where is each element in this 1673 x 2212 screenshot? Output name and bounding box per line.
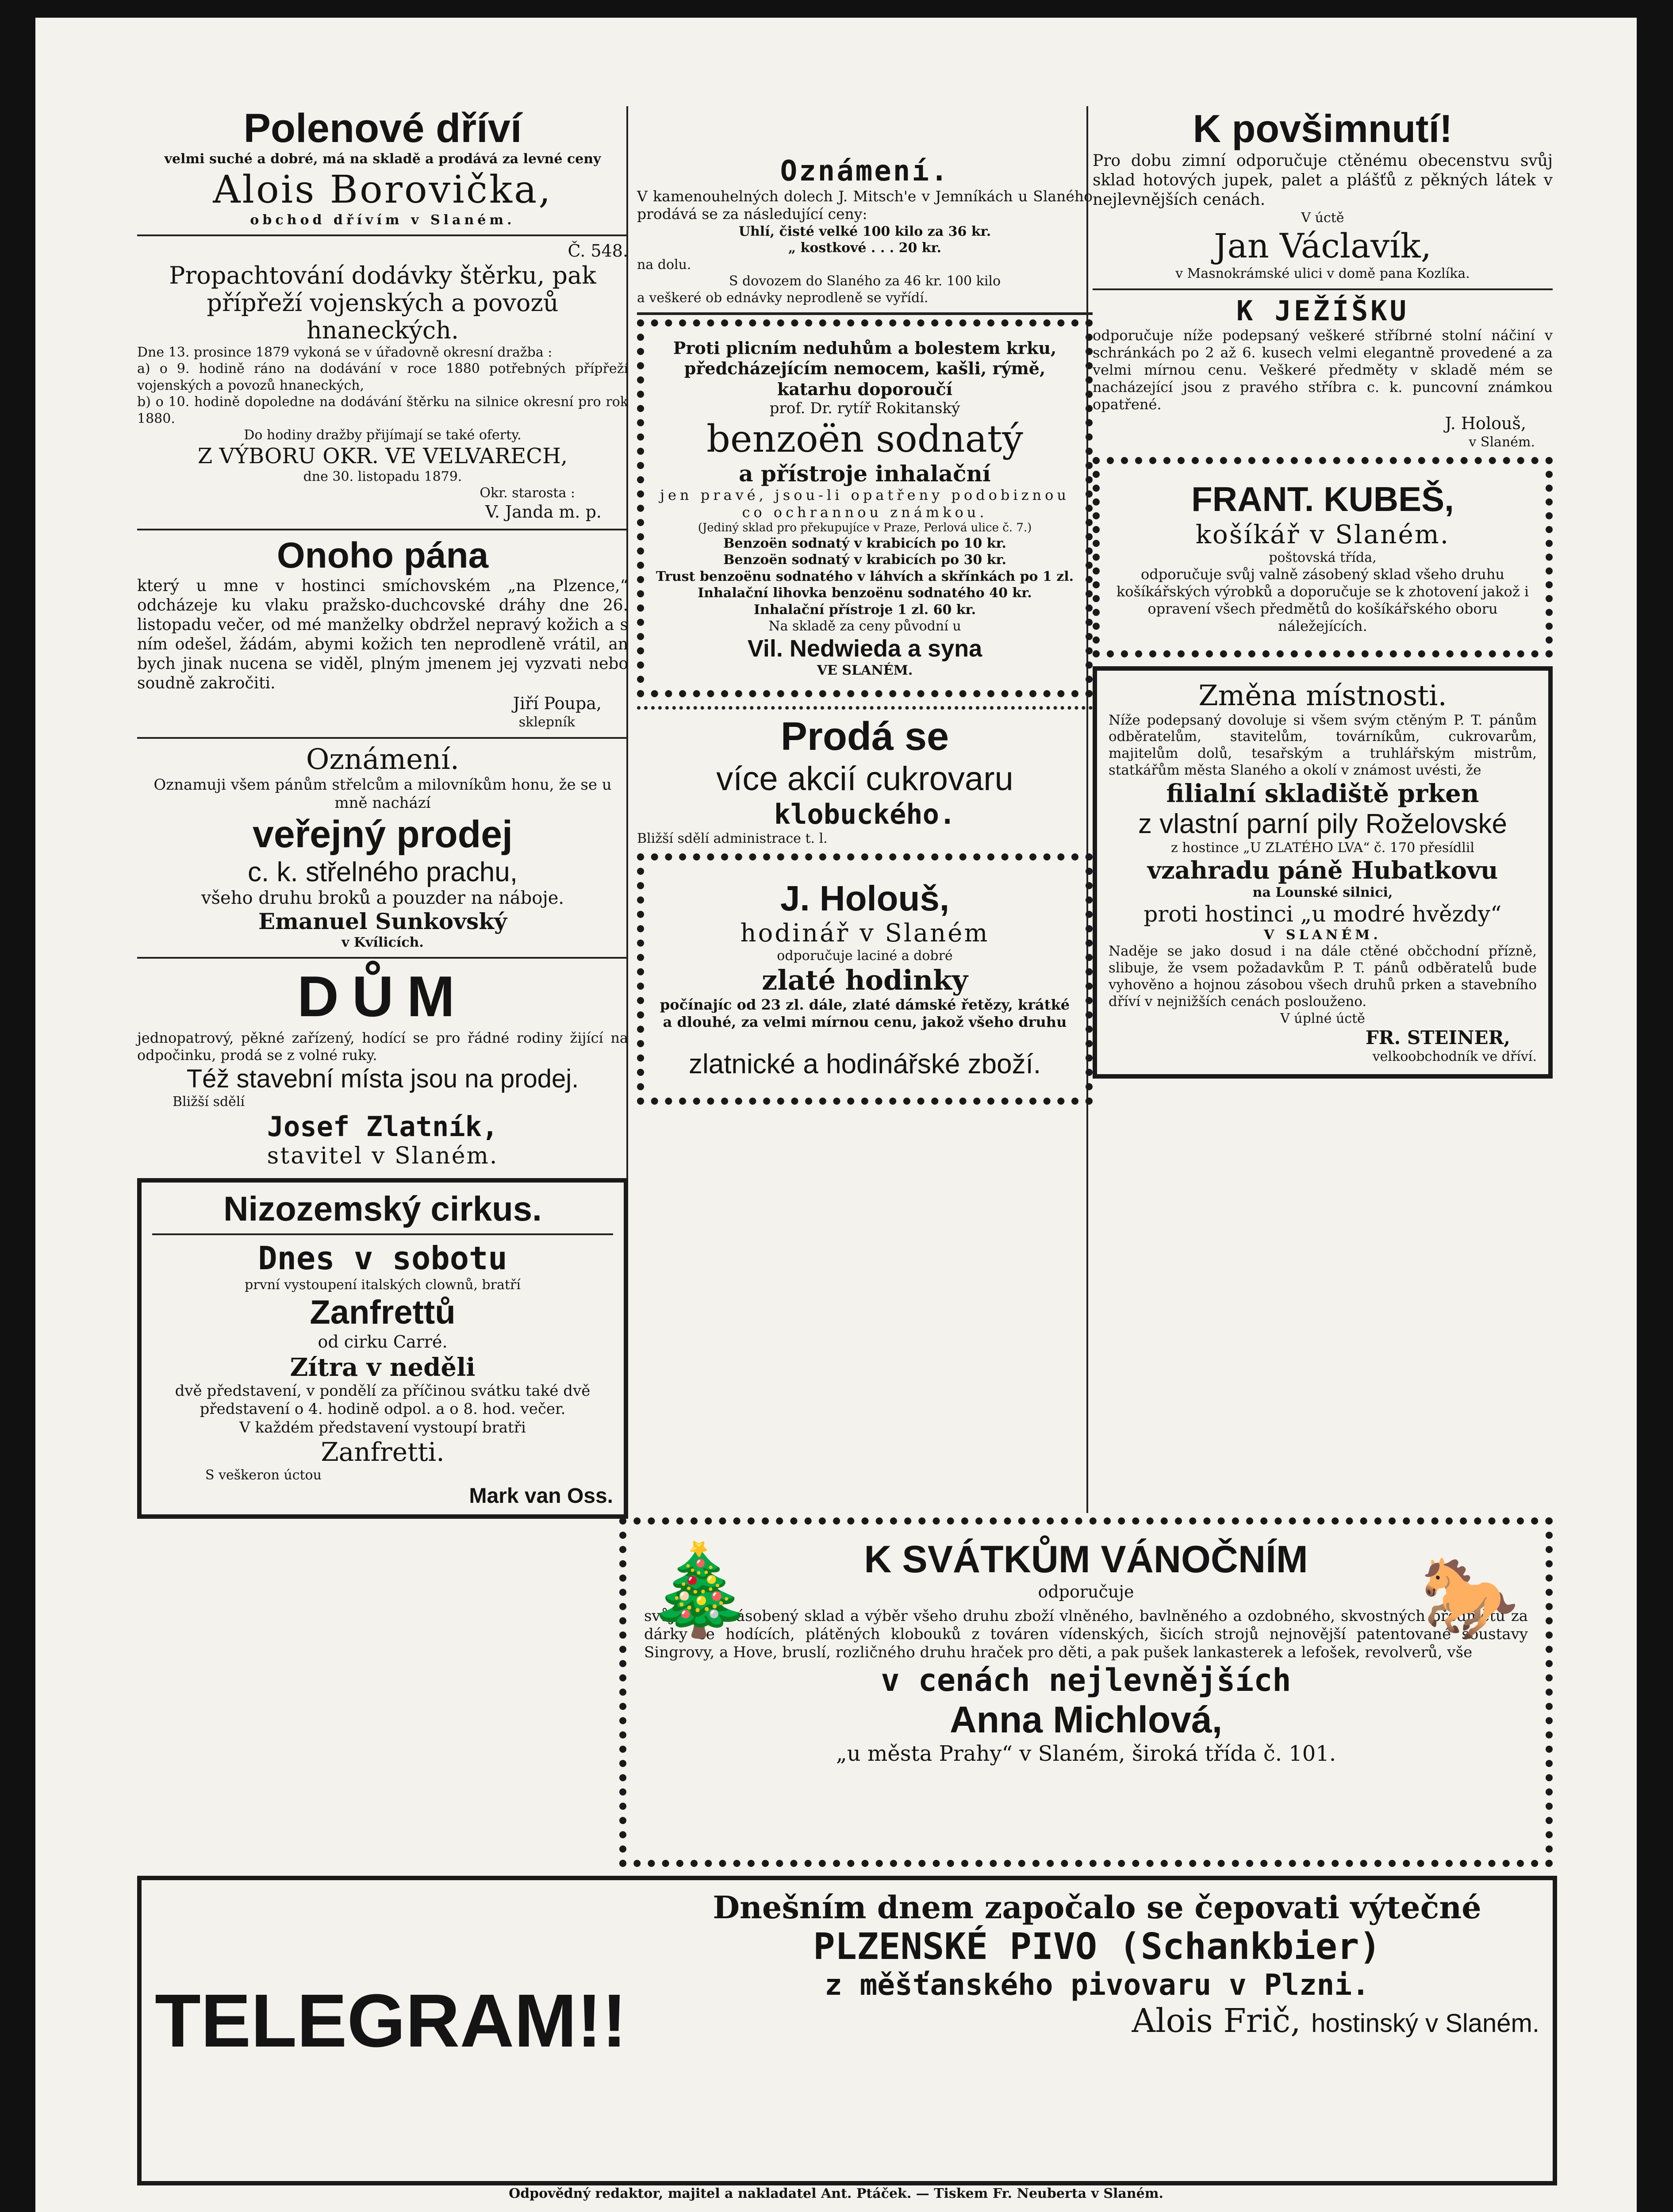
column-right <box>1088 106 1557 1079</box>
ad-telegram <box>137 1876 1557 2185</box>
price-row-2: „ kostkové . . . 20 kr. <box>788 240 942 256</box>
ad-title: Oznámení. <box>306 743 460 776</box>
ad-povsimnuti <box>1093 106 1553 282</box>
ad-intro: Proti plicním neduhům a bolestem krku, předcházejícím nemocem, kašli, rýmě, katarhu doporoučí <box>673 338 1057 399</box>
ad-text: Pro dobu zimní odporučuje ctěnému obecenstvu svůj sklad hotových jupek, palet a plášťů z pěkných látek v nejlevnějších cenách. <box>1093 152 1553 209</box>
ad-role: košíkář v Slaném. <box>1195 519 1450 549</box>
ad-genuine: jen pravé, jsou-li opatřeny podobiznou co ochrannou známkou. <box>660 487 1070 521</box>
ad-title: K SVÁTKŮM VÁNOČNÍM <box>864 1538 1308 1581</box>
ad-text: odporučuje laciné a dobré <box>777 948 953 964</box>
ad-name: FRANT. KUBEŠ, <box>1191 479 1454 518</box>
ad-text: jednopatrový, pěkné zařízený, hodící se pro řádné rodiny žijící na odpočinku, prodá se z volné ruky. <box>137 1029 628 1064</box>
ad-text: velmi suché a dobré, má na skladě a prodává za levné ceny <box>164 151 601 167</box>
ad-date: dne 30. listopadu 1879. <box>303 469 462 484</box>
rocking-horse-icon: 🐎 <box>1420 1551 1519 1644</box>
ad-place: v Masnokrámské ulici v domě pana Kozlíka. <box>1175 266 1470 282</box>
column-middle <box>628 106 1101 1105</box>
ad-title: Polenové dříví <box>243 106 522 151</box>
ad-street: na Lounské silnici, <box>1252 885 1393 901</box>
price-row-3: na dolu. <box>637 257 691 273</box>
ad-street: poštovská třída, <box>1269 549 1377 565</box>
ad-title: K povšimnutí! <box>1193 107 1453 150</box>
ad-text-2: Naděje se jako dosud i na dále ctěné občchodní přízně, slibuje, že vsem požadavkům P. T. pánů odběratelů bude vyhověno a hojnou zásobou všech druhů prken a stavebního dříví v nejnižších cenách poslouženo. <box>1109 943 1537 1010</box>
ad-respect: S veškeron úctou <box>205 1467 322 1483</box>
ad-footer: zlatnické a hodinářské zboží. <box>688 1049 1041 1080</box>
ad-line-2: od cirku Carré. <box>318 1332 448 1352</box>
ad-text: dvě představení, v pondělí za příčinou svátku také dvě představení o 4. hodině odpol. a o 8. hod. večer. <box>175 1382 591 1418</box>
ad-name: Alois Frič, <box>1132 2002 1301 2040</box>
ad-text: který u mne v hostinci smíchovském „na Plzence,“ odcházeje ku vlaku pražsko-duchcovské dráhy dne 26. listopadu večer, od mé manželky obdržel nepravý kožich a s ním odešel, žádám, abymi kožich ten neprodleně vrátil, an bych jinak nucena se viděl, plným jmenem jej vyzvati nebo soudně zakročiti. <box>137 577 628 692</box>
ad-line: první vystoupení italských clownů, bratří <box>245 1277 521 1293</box>
ad-text: odporučuje níže podepsaný veškeré stříbrné stolní náčiní v schránkách po 2 až 6. kusech velmi elegantně provedené a za velmi mírnou cenu. Veškeré předměty v skladě mém se nacházející jsou z pravého stříbra c. k. puncovní známkou opatřené. <box>1093 326 1553 413</box>
divider <box>137 234 628 236</box>
ad-place: v Kvílicích. <box>342 934 424 950</box>
ad-signature: Vil. Nedwieda a syna <box>747 635 982 662</box>
ad-text: svůj hojně zásobený sklad a výběr všeho druhu zboží vlněného, bavlněného a ozdobného, skvostných předmětů za dárky se hodících, plátěných klobouků z továren vídenských, šicích strojů nejnovější patentované soustavy Singrovy, a Hove, bruslí, rozličného druhu hraček pro děti, a pak pušek lankasterek a lefošek, revolverů, vše <box>644 1607 1528 1662</box>
ad-headline: v cenách nejlevnějších <box>881 1662 1291 1698</box>
ad-title: Nizozemský cirkus. <box>223 1189 542 1228</box>
ad-vanoce <box>619 1517 1553 1867</box>
ad-respect: V úplné úctě <box>1280 1010 1365 1026</box>
ad-poleno <box>137 106 628 228</box>
ad-dum <box>137 963 628 1169</box>
ad-role: velkoobchodník ve dříví. <box>1372 1049 1537 1064</box>
ad-name: klobuckého. <box>774 798 956 831</box>
ad-respect: V úctě <box>1301 210 1344 226</box>
ad-text: Dne 13. prosince 1879 vykoná se v úřadovně okresní dražba : <box>137 344 553 360</box>
newspaper-page <box>35 18 1637 2212</box>
column-left <box>137 106 628 1519</box>
ad-title: Propachtování dodávky štěrku, pak přípřeží vojenských a povozů hnaneckých. <box>169 261 596 344</box>
price-row-1: Uhlí, čisté velké 100 kilo za 36 kr. <box>738 223 991 239</box>
ad-info: Bližší sdělí administrace t. l. <box>637 831 828 847</box>
price-3: Trust benzoënu sodnatého v láhvích a skřínkách po 1 zl. <box>656 568 1074 584</box>
ad-oznameni <box>137 743 628 951</box>
ad-role: Okr. starosta : <box>480 485 575 501</box>
ad-note: Do hodiny dražby přijímají se také oferty. <box>244 427 522 443</box>
price-2: Benzoën sodnatý v krabicích po 30 kr. <box>723 552 1006 568</box>
ad-name: Jan Václavík, <box>1214 226 1431 266</box>
ad-sub: a přístroje inhalační <box>739 461 991 487</box>
ad-line-1: Dnešním dnem započalo se čepovati výtečné <box>713 1889 1481 1926</box>
ad-line-2: PLZENSKÉ PIVO (Schankbier) <box>813 1926 1381 1968</box>
ad-name: J. Holouš, <box>780 878 950 918</box>
ad-name: Anna Michlová, <box>949 1698 1223 1740</box>
ad-proda <box>637 714 1093 847</box>
ad-subline: c. k. střelného prachu, <box>248 856 518 887</box>
ad-saw: z vlastní parní pily Roželovské <box>1138 808 1507 839</box>
divider <box>137 529 628 530</box>
ad-name: Zanfretti. <box>321 1437 445 1467</box>
ad-role: hostinský v Slaném. <box>1311 2009 1539 2038</box>
ad-item-b: b) o 10. hodině dopoledne na dodávání štěrku na silnice okresní pro rok 1880. <box>137 394 628 426</box>
ad-tomorrow: Zítra v neděli <box>290 1352 476 1382</box>
ad-text: Oznamuji všem pánům střelcům a milovníkům honu, že se u mně nachází <box>153 776 612 812</box>
ad-place: VE SLANÉM. <box>817 662 913 678</box>
ad-signature: J. Holouš, <box>1445 413 1526 433</box>
ad-kubes <box>1093 457 1553 657</box>
price-row-4: S dovozem do Slaného za 46 kr. 100 kilo <box>729 273 1001 289</box>
ad-title: Oznámení. <box>780 155 950 188</box>
ad-headline: Též stavební místa jsou na prodej. <box>186 1064 579 1094</box>
price-1: Benzoën sodnatý v krabicích po 10 kr. <box>723 535 1006 551</box>
ad-prof: prof. Dr. rytíř Rokitanský <box>769 399 960 418</box>
ad-info: Bližší sdělí <box>173 1094 245 1110</box>
ad-signature: Jiří Poupa, <box>513 693 602 713</box>
ad-headline: benzoën sodnatý <box>706 417 1023 461</box>
ad-cirkus <box>137 1178 628 1519</box>
ad-name: Josef Zlatník, <box>267 1110 499 1143</box>
ad-zmena <box>1093 666 1553 1079</box>
ad-place: „u města Prahy“ v Slaném, široká třída č. 101. <box>836 1741 1336 1766</box>
ad-name: Alois Borovička, <box>213 167 553 212</box>
ad-headline: TELEGRAM!! <box>155 1979 627 2063</box>
ad-sub: obchod dřívím v Slaném. <box>250 212 515 228</box>
ad-text-2: počínajíc od 23 zl. dále, zlaté dámské řetězy, krátké a dlouhé, za velmi mírnou cenu, jakož všeho druhu <box>660 996 1070 1031</box>
ad-title: Onoho pána <box>276 535 489 576</box>
ad-title: Prodá se <box>780 714 949 759</box>
ad-opposite: proti hostinci „u modré hvězdy“ <box>1143 901 1502 927</box>
ad-line-3: z měšťanského pivovaru v Plzni. <box>825 1968 1370 2002</box>
ad-text-2: V každém představení vystoupí bratři <box>239 1418 526 1436</box>
ad-holous <box>637 853 1093 1105</box>
ad-place: v Slaném. <box>1469 434 1535 450</box>
ad-number: Č. 548. <box>568 241 628 261</box>
ad-headline: Zanfrettů <box>310 1294 456 1332</box>
ad-sub: odporučuje <box>1038 1582 1134 1601</box>
ad-text: Níže podepsaný dovoluje si všem svým ctěným P. T. pánům odběratelům, stavitelům, továrníkům, cukrovarům, majitelům dolů, tesařským a truhlářským mistrům, statkářům města Slaného a okolí v známost uvésti, že <box>1109 712 1537 778</box>
price-row-5: a veškeré ob ednávky neprodleně se vyřídí. <box>637 290 929 306</box>
ad-role: stavitel v Slaném. <box>267 1142 499 1169</box>
ad-benzoen <box>637 319 1093 697</box>
ad-stock: Na skladě za ceny původní u <box>768 618 961 634</box>
divider <box>637 706 1093 710</box>
ad-text-2: všeho druhu broků a pouzder na náboje. <box>201 887 564 908</box>
ad-headline: veřejný prodej <box>253 813 513 856</box>
toy-tree-icon: 🎄 <box>644 1538 755 1641</box>
ad-role: sklepník <box>518 714 575 730</box>
ad-title: Změna místnosti. <box>1198 679 1447 712</box>
ad-headline: filialní skladiště prken <box>1166 779 1479 808</box>
ad-today: Dnes v sobotu <box>258 1239 507 1277</box>
ad-from: Z VÝBORU OKR. VE VELVARECH, <box>197 443 568 469</box>
ad-item-a: a) o 9. hodině ráno na dodávání v roce 1880 potřebných přípřeží vojenských a povozů hnaneckých, <box>137 361 628 393</box>
ad-town: V SLANÉM. <box>1264 927 1381 943</box>
ad-garden: vzahradu páně Hubatkovu <box>1147 856 1498 885</box>
divider <box>137 957 628 959</box>
ad-signature: V. Janda m. p. <box>485 502 602 522</box>
ad-loc: z hostince „U ZLATÉHO LVA“ č. 170 přesídlil <box>1170 840 1474 856</box>
ad-title: DŮM <box>297 964 468 1029</box>
imprint-footer: Odpovědný redaktor, majitel a nakladatel Ant. Ptáček. — Tiskem Fr. Neuberta v Slaném. <box>509 2186 1163 2201</box>
divider <box>637 312 1093 315</box>
ad-headline: zlaté hodinky <box>762 964 968 997</box>
divider <box>137 737 628 739</box>
ad-name: Emanuel Sunkovský <box>258 908 507 934</box>
ad-onoho <box>137 535 628 730</box>
ad-propachtovani <box>137 241 628 522</box>
ad-text: V kamenouhelných dolech J. Mitsch'e v Jemníkách u Slaného prodává se za následující ceny: <box>637 188 1093 223</box>
ad-warehouse: (Jediný sklad pro překupujíce v Praze, Perlová ulice č. 7.) <box>698 521 1032 535</box>
ad-jezisku <box>1093 295 1553 451</box>
ad-signature: FR. STEINER, <box>1365 1027 1510 1048</box>
ad-uhli <box>637 155 1093 306</box>
ad-text: odporučuje svůj valně zásobený sklad všeho druhu košíkářských výrobků a doporučuje se k zhotovení jakož i opravení všech předmětů do košíkářského oboru náležejících. <box>1116 566 1529 635</box>
ad-role: hodinář v Slaném <box>740 918 990 948</box>
divider <box>152 1233 613 1235</box>
price-5: Inhalační přístroje 1 zl. 60 kr. <box>753 602 976 618</box>
ad-signature <box>655 2002 1539 2040</box>
price-4: Inhalační lihovka benzoënu sodnatého 40 kr. <box>698 585 1032 601</box>
divider <box>1093 288 1553 290</box>
ad-title: K JEŽÍŠKU <box>1236 294 1409 327</box>
ad-signature: Mark van Oss. <box>469 1484 613 1508</box>
ad-line: více akcií cukrovaru <box>716 760 1013 798</box>
